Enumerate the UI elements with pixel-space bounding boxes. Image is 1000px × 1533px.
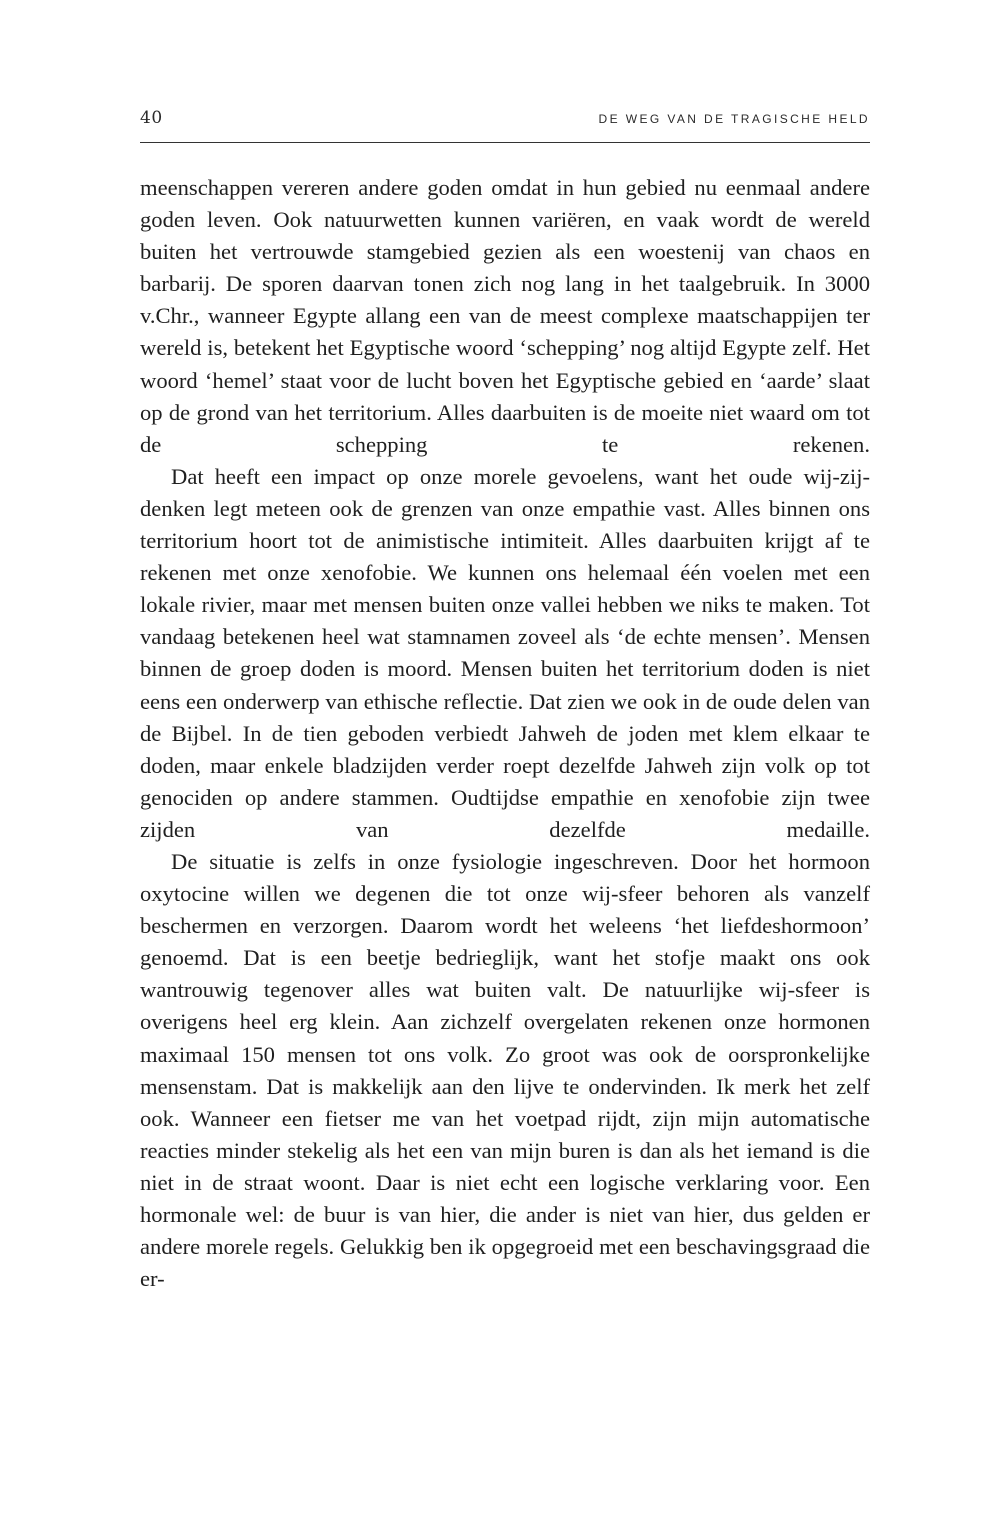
header-divider — [140, 142, 870, 143]
body-text — [140, 172, 870, 1295]
paragraph-1: meenschappen vereren andere goden omdat in hun gebied nu eenmaal andere goden leven. Ook natuurwetten kunnen variëren, en vaak wordt de wereld buiten het vertrouwde stamgebied gezien als een woestenij van chaos en barbarij. De sporen daarvan tonen zich nog lang in het taalgebruik. In 3000 v.Chr., wanneer Egypte allang een van de meest complexe maatschappijen ter wereld is, betekent het Egyptische woord ‘schepping’ nog altijd Egypte zelf. Het woord ‘hemel’ staat voor de lucht boven het Egyptische gebied en ‘aarde’ slaat op de grond van het territorium. Alles daarbuiten is de moeite niet waard om tot de schepping te rekenen. — [140, 175, 870, 457]
paragraph-2: Dat heeft een impact op onze morele gevoelens, want het oude wij-zij-denken legt meteen ook de grenzen van onze empathie vast. Alles binnen ons territorium hoort tot de animistische intimiteit. Alles daarbuiten krijgt af te rekenen met onze xenofobie. We kunnen ons helemaal één voelen met een lokale rivier, maar met mensen buiten onze vallei hebben we niks te maken. Tot vandaag betekenen heel wat stamnamen zoveel als ‘de echte mensen’. Mensen binnen de groep doden is moord. Mensen buiten het territorium doden is niet eens een onderwerp van ethische reflectie. Dat zien we ook in de oude delen van de Bijbel. In de tien geboden verbiedt Jahweh de joden met klem elkaar te doden, maar enkele bladzijden verder roept dezelfde Jahweh zijn volk op tot genociden op andere stammen. Oudtijdse empathie en xenofobie zijn twee zijden van dezelfde medaille. — [140, 463, 870, 842]
running-head — [140, 106, 870, 136]
paragraph-3: De situatie is zelfs in onze fysiologie ingeschreven. Door het hormoon oxytocine willen we degenen die tot onze wij-sfeer behoren als vanzelf beschermen en verzorgen. Daarom wordt het weleens ‘het liefdeshormoon’ genoemd. Dat is een beetje bedrieglijk, want het stofje maakt ons ook wantrouwig tegenover alles wat buiten valt. De natuurlijke wij-sfeer is overigens heel erg klein. Aan zichzelf overgelaten rekenen onze hormonen maximaal 150 mensen tot ons volk. Zo groot was ook de oorspronkelijke mensenstam. Dat is makkelijk aan den lijve te ondervinden. Ik merk het zelf ook. Wanneer een fietser me van het voetpad rijdt, zijn mijn automatische reacties minder stekelig als het een van mijn buren is dan als het iemand is die niet in de straat woont. Daar is niet echt een logische verklaring voor. Een hormonale wel: de buur is van hier, die ander is niet van hier, dus gelden er andere morele regels. Gelukkig ben ik opgegroeid met een beschavingsgraad die er- — [140, 848, 870, 1292]
watermark-leesfragment — [0, 71, 154, 1444]
page-number: 40 — [140, 108, 163, 128]
running-title: DE WEG VAN DE TRAGISCHE HELD — [598, 112, 870, 126]
